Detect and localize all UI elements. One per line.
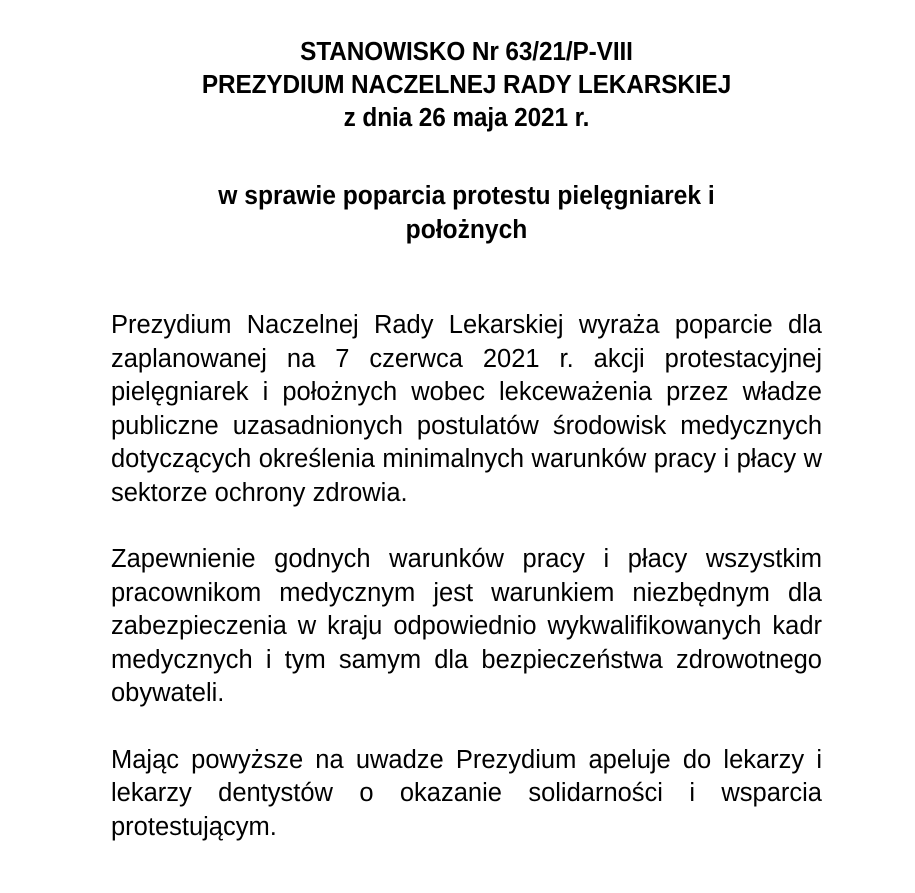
document-body (111, 0, 822, 844)
document-content (111, 309, 822, 844)
document-heading (111, 0, 822, 135)
paragraph: Zapewnienie godnych warunków pracy i płacy wszystkim pracownikom medycznym jest warunkiem niezbędnym dla zabezpieczenia w kraju odpowiednio wykwalifikowanych kadr medycznych i tym samym dla bezpieczeństwa zdrowotnego obywateli. (111, 545, 822, 707)
document-subject: w sprawie poparcia protestu pielęgniarek i położnych (218, 182, 715, 244)
heading-line-resolution-number: STANOWISKO Nr 63/21/P-VIII (300, 38, 633, 66)
heading-line-date: z dnia 26 maja 2021 r. (343, 104, 590, 132)
heading-line-issuer: PREZYDIUM NACZELNEJ RADY LEKARSKIEJ (201, 71, 732, 99)
paragraph: Mając powyższe na uwadze Prezydium apeluje do lekarzy i lekarzy dentystów o okazanie solidarności i wsparcia protestującym. (111, 745, 822, 841)
paragraph: Prezydium Naczelnej Rady Lekarskiej wyraża poparcie dla zaplanowanej na 7 czerwca 2021 r. akcji protestacyjnej pielęgniarek i położnych wobec lekceważenia przez władze publiczne uzasadnionych postulatów środowisk medycznych dotyczących określenia minimalnych warunków pracy i płacy w sektorze ochrony zdrowia. (111, 311, 822, 507)
